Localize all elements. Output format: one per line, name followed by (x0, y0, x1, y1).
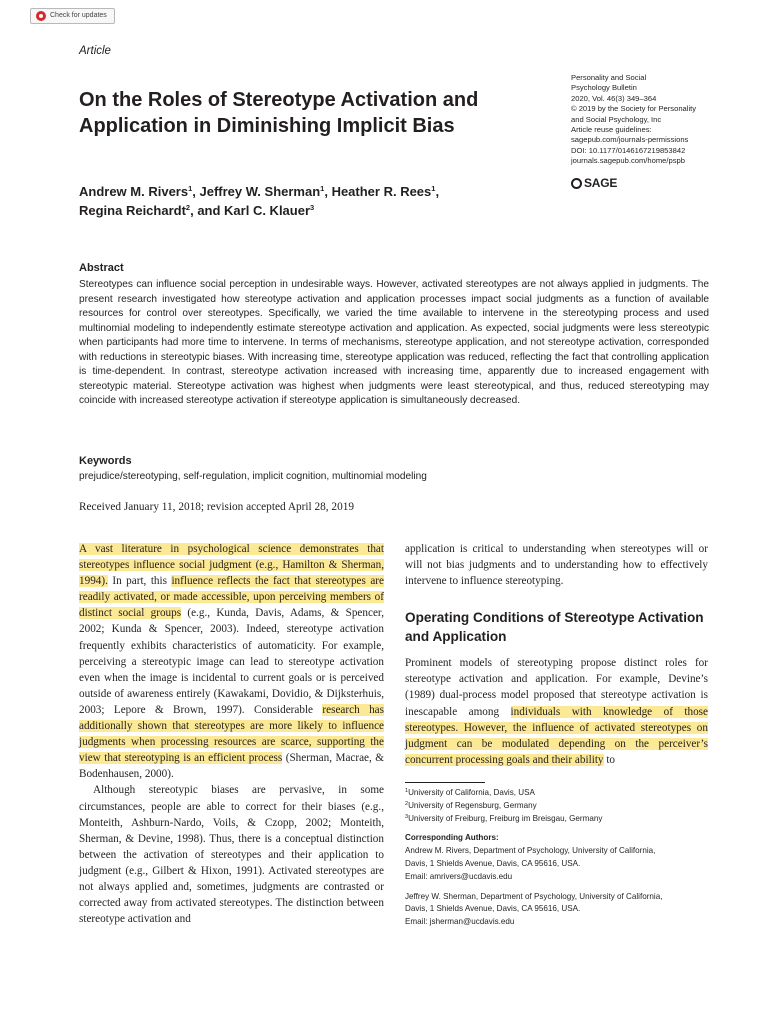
text-run: (Sherman, Macrae, & Bodenhausen, 2000). (79, 752, 384, 781)
author-list: Andrew M. Rivers$^1$, Jeffrey W. Sherman$^1$, Heather R. Rees$^1$, Regina Reichardt$^2$, and Karl C. Klauer$^3$ (79, 184, 440, 218)
corresponding-heading: Corresponding Authors: (405, 833, 499, 843)
meta-line: Personality and Social (571, 73, 647, 82)
affiliation-item: $^3$University of Freiburg, Freiburg im Breisgau, Germany (405, 813, 603, 823)
body-column-right (405, 541, 708, 768)
meta-line: © 2019 by the Society for Personality (571, 104, 697, 114)
corresponding-address-line: Davis, 1 Shields Avenue, Davis, CA 95616, USA. (405, 858, 581, 868)
corresponding-author-list (405, 845, 708, 929)
sage-logo-icon (571, 178, 582, 189)
author-name: Heather R. Rees (331, 184, 432, 199)
corresponding-address-line: Andrew M. Rivers, Department of Psychology, University of California, (405, 846, 656, 856)
footnotes (405, 782, 708, 929)
body-column-left (79, 541, 384, 927)
check-for-updates-label: Check for updates (50, 12, 107, 19)
author-name: Jeffrey W. Sherman (199, 184, 321, 199)
meta-line[interactable]: sagepub.com/journals-permissions (571, 135, 689, 145)
meta-line[interactable]: DOI: 10.1177/0146167219853842 (571, 145, 686, 155)
highlighted-text: A vast literature in psychological science demonstrates that stereotypes influence social judgment (e.g., Hamilton & Sherman, 1994). (79, 543, 384, 588)
author-name: Andrew M. Rivers (79, 184, 189, 199)
affiliation-list (405, 787, 708, 825)
text-run: (e.g., Kunda, Davis, Adams, & Spencer, 2002; Kunda & Spencer, 2003). Indeed, stereotype activation frequently exhibits characteristics of automaticity. For example, perceiving a stereotypic image can lead to stereotype activation even when the image is incidental to current goals or is perceived outside of awareness entirely (Kawakami, Dovidio, & Dijksterhuis, 2003; Lepore & Brown, 1997). Considerable (79, 607, 384, 716)
text-run: In part, this (107, 575, 172, 588)
author-affiliation-marker: 1 (188, 184, 193, 193)
meta-line[interactable]: journals.sagepub.com/home/pspb (571, 156, 685, 166)
author-affiliation-marker: 2 (185, 203, 191, 212)
body-paragraph-continued: application is critical to understanding when stereotypes will or will not bias judgments and to understanding how to effectively intervene to influence stereotyping. (405, 543, 708, 588)
author-name: Karl C. Klauer (224, 203, 311, 218)
corresponding-email[interactable]: Email: jsherman@ucdavis.edu (405, 917, 515, 927)
footnote-divider (405, 782, 485, 783)
keywords-heading: Keywords (79, 455, 132, 467)
meta-line: Psychology Bulletin (571, 83, 637, 93)
keywords-text: prejudice/stereotyping, self-regulation, implicit cognition, multinomial modeling (79, 471, 427, 482)
check-for-updates-badge[interactable] (30, 8, 115, 24)
abstract-text: Stereotypes can influence social perception in undesirable ways. However, activated stereotypes are not always applied in judgments. The present research investigated how stereotype activation and application processes impact social judgments as a function of available resources for control over stereotypes. Specifically, we varied the time available to intervene in the stereotyping process and used multinomial modeling to independently estimate stereotype activation and application. As expected, social judgments were less stereotypic when participants had more time to intervene. In terms of mechanisms, stereotype application, and not stereotype activation, corresponded with reductions in stereotypic biases. With increasing time, stereotype application was reduced, reflecting the fact that controlling application is time-dependent. In contrast, stereotype activation increased with increasing time, apparently due to increased engagement with stereotypic material. Stereotype activation was highest when judgments were least stereotypical, and thus, reduced stereotyping may coincide with increased stereotype activation if stereotype application is simultaneously decreased. (79, 279, 709, 407)
article-type-label: Article (79, 45, 111, 57)
text-run: to (603, 753, 616, 766)
author-affiliation-marker: 1 (320, 184, 325, 193)
body-paragraph-1 (79, 541, 384, 782)
highlighted-text: influence reflects the fact that stereotypes are readily activated, or made accessible, upon perceiving members of distinct social groups (79, 575, 384, 620)
body-paragraph-2: Although stereotypic biases are pervasive, in some circumstances, people are able to correct for their biases (e.g., Monteith, Ashburn-Nardo, Voils, & Czopp, 2002; Monteith, Sherman, & Devine, 1998). Thus, there is a conceptual distinction between the activation of stereotypes and their application to judgment (e.g., Gilbert & Hixon, 1991). Activated stereotypes are not always applied and, sometimes, judgments are contrasted or corrected away from activated stereotypes. The distinction between stereotype activation and (79, 784, 384, 926)
corresponding-email[interactable]: Email: amrivers@ucdavis.edu (405, 871, 513, 881)
section-paragraph-1 (405, 655, 708, 768)
highlighted-text: individuals with knowledge of those stereotypes. However, the influence of activated stereotypes on judgment can be modulated depending on the perceiver’s concurrent processing goals and their ability (405, 705, 708, 766)
author-name: Regina Reichardt (79, 203, 186, 218)
received-dates: Received January 11, 2018; revision accepted April 28, 2019 (79, 501, 355, 513)
meta-line: 2020, Vol. 46(3) 349–364 (571, 93, 657, 103)
meta-line: and Social Psychology, Inc (571, 114, 662, 124)
author-affiliation-marker: 3 (310, 203, 315, 212)
section-heading: Operating Conditions of Stereotype Activation and Application (405, 610, 704, 645)
author-affiliation-marker: 1 (431, 184, 436, 193)
affiliation-item: $^2$University of Regensburg, Germany (405, 800, 537, 810)
meta-line: Article reuse guidelines: (571, 125, 652, 135)
abstract-heading: Abstract (79, 262, 124, 274)
sage-publisher-logo (571, 176, 617, 190)
journal-metadata (571, 73, 746, 167)
highlighted-text: research has additionally shown that stereotypes are more likely to influence judgments when processing resources are scarce, supporting the view that stereotyping is an efficient process (79, 703, 384, 765)
corresponding-address-line: Jeffrey W. Sherman, Department of Psychology, University of California, (405, 891, 663, 901)
corresponding-address-line: Davis, 1 Shields Avenue, Davis, CA 95616, USA. (405, 904, 581, 914)
sage-logo-text: SAGE (584, 176, 618, 190)
check-for-updates-icon (36, 11, 46, 21)
paper-title: On the Roles of Stereotype Activation and Application in Diminishing Implicit Bias (79, 89, 479, 137)
affiliation-item: $^1$University of California, Davis, USA (405, 788, 535, 797)
text-run: Prominent models of stereotyping propose distinct roles for stereotype activation and application. For example, Devine’s (1989) dual-process model proposed that stereotype activation is inescapable among (405, 657, 708, 718)
